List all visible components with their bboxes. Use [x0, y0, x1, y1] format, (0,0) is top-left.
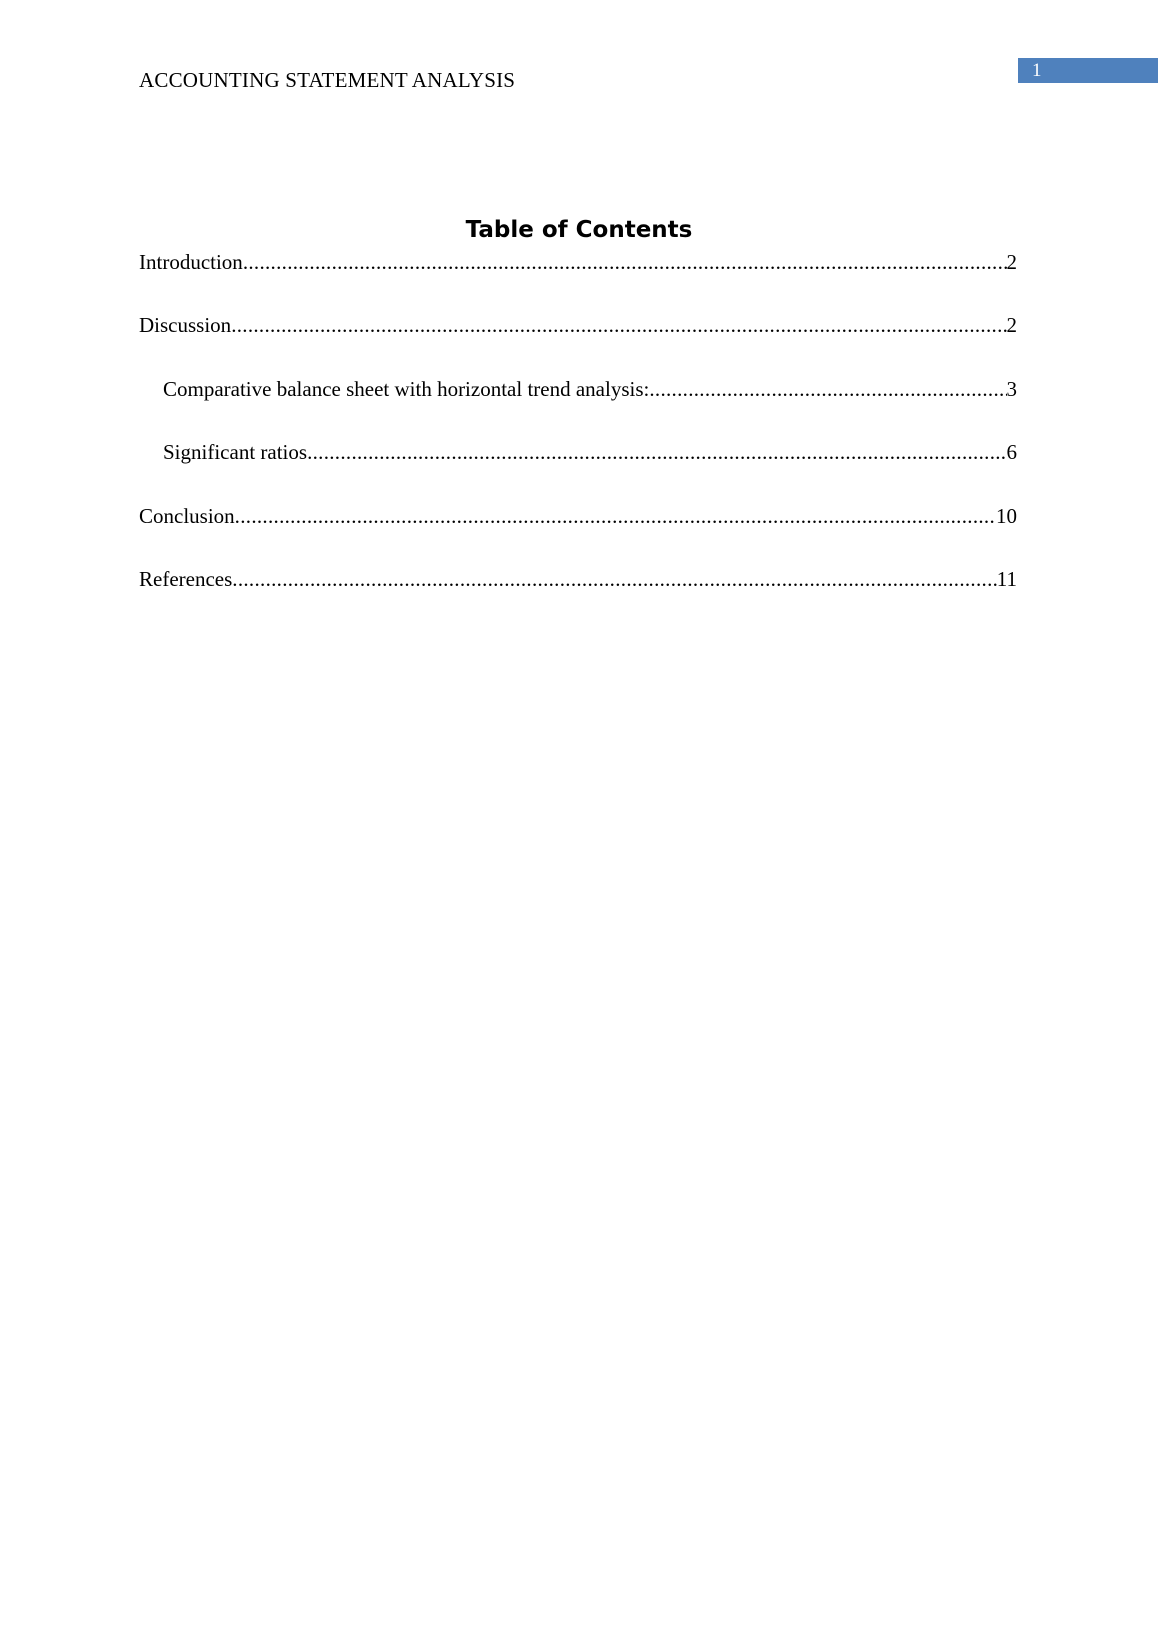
- toc-entry-label: Introduction: [139, 250, 243, 274]
- toc-dot-leader: [243, 250, 1007, 274]
- toc-entry-label: Significant ratios: [163, 440, 308, 465]
- toc-dot-leader: [649, 377, 1006, 401]
- toc-entry-comparative-balance-sheet[interactable]: [139, 377, 1017, 440]
- running-head: ACCOUNTING STATEMENT ANALYSIS: [139, 68, 516, 92]
- table-of-contents: [139, 250, 1017, 630]
- toc-entry-references[interactable]: [139, 567, 1017, 630]
- toc-entry-page: 10: [996, 503, 1017, 528]
- toc-dot-leader: [235, 504, 996, 528]
- page-number-badge: 1: [1018, 58, 1158, 83]
- toc-entry-page: 2: [1006, 313, 1017, 338]
- toc-entry-discussion[interactable]: [139, 313, 1017, 376]
- toc-entry-page: 2: [1006, 250, 1017, 274]
- toc-title: Table of Contents: [465, 217, 693, 243]
- toc-entry-label: Conclusion: [139, 503, 235, 528]
- toc-entry-page: 11: [996, 566, 1017, 591]
- toc-entry-significant-ratios[interactable]: [139, 440, 1017, 503]
- toc-entry-introduction[interactable]: [139, 250, 1017, 313]
- toc-dot-leader: [231, 313, 1006, 337]
- toc-entry-label: Discussion: [139, 313, 232, 338]
- toc-entry-page: 6: [1006, 440, 1017, 465]
- toc-entry-conclusion[interactable]: [139, 504, 1017, 567]
- toc-entry-page: 3: [1006, 376, 1017, 401]
- toc-entry-label: References: [139, 566, 233, 591]
- toc-entry-label: Comparative balance sheet with horizontal trend analysis:: [163, 376, 650, 401]
- toc-dot-leader: [232, 567, 996, 591]
- toc-dot-leader: [307, 440, 1006, 464]
